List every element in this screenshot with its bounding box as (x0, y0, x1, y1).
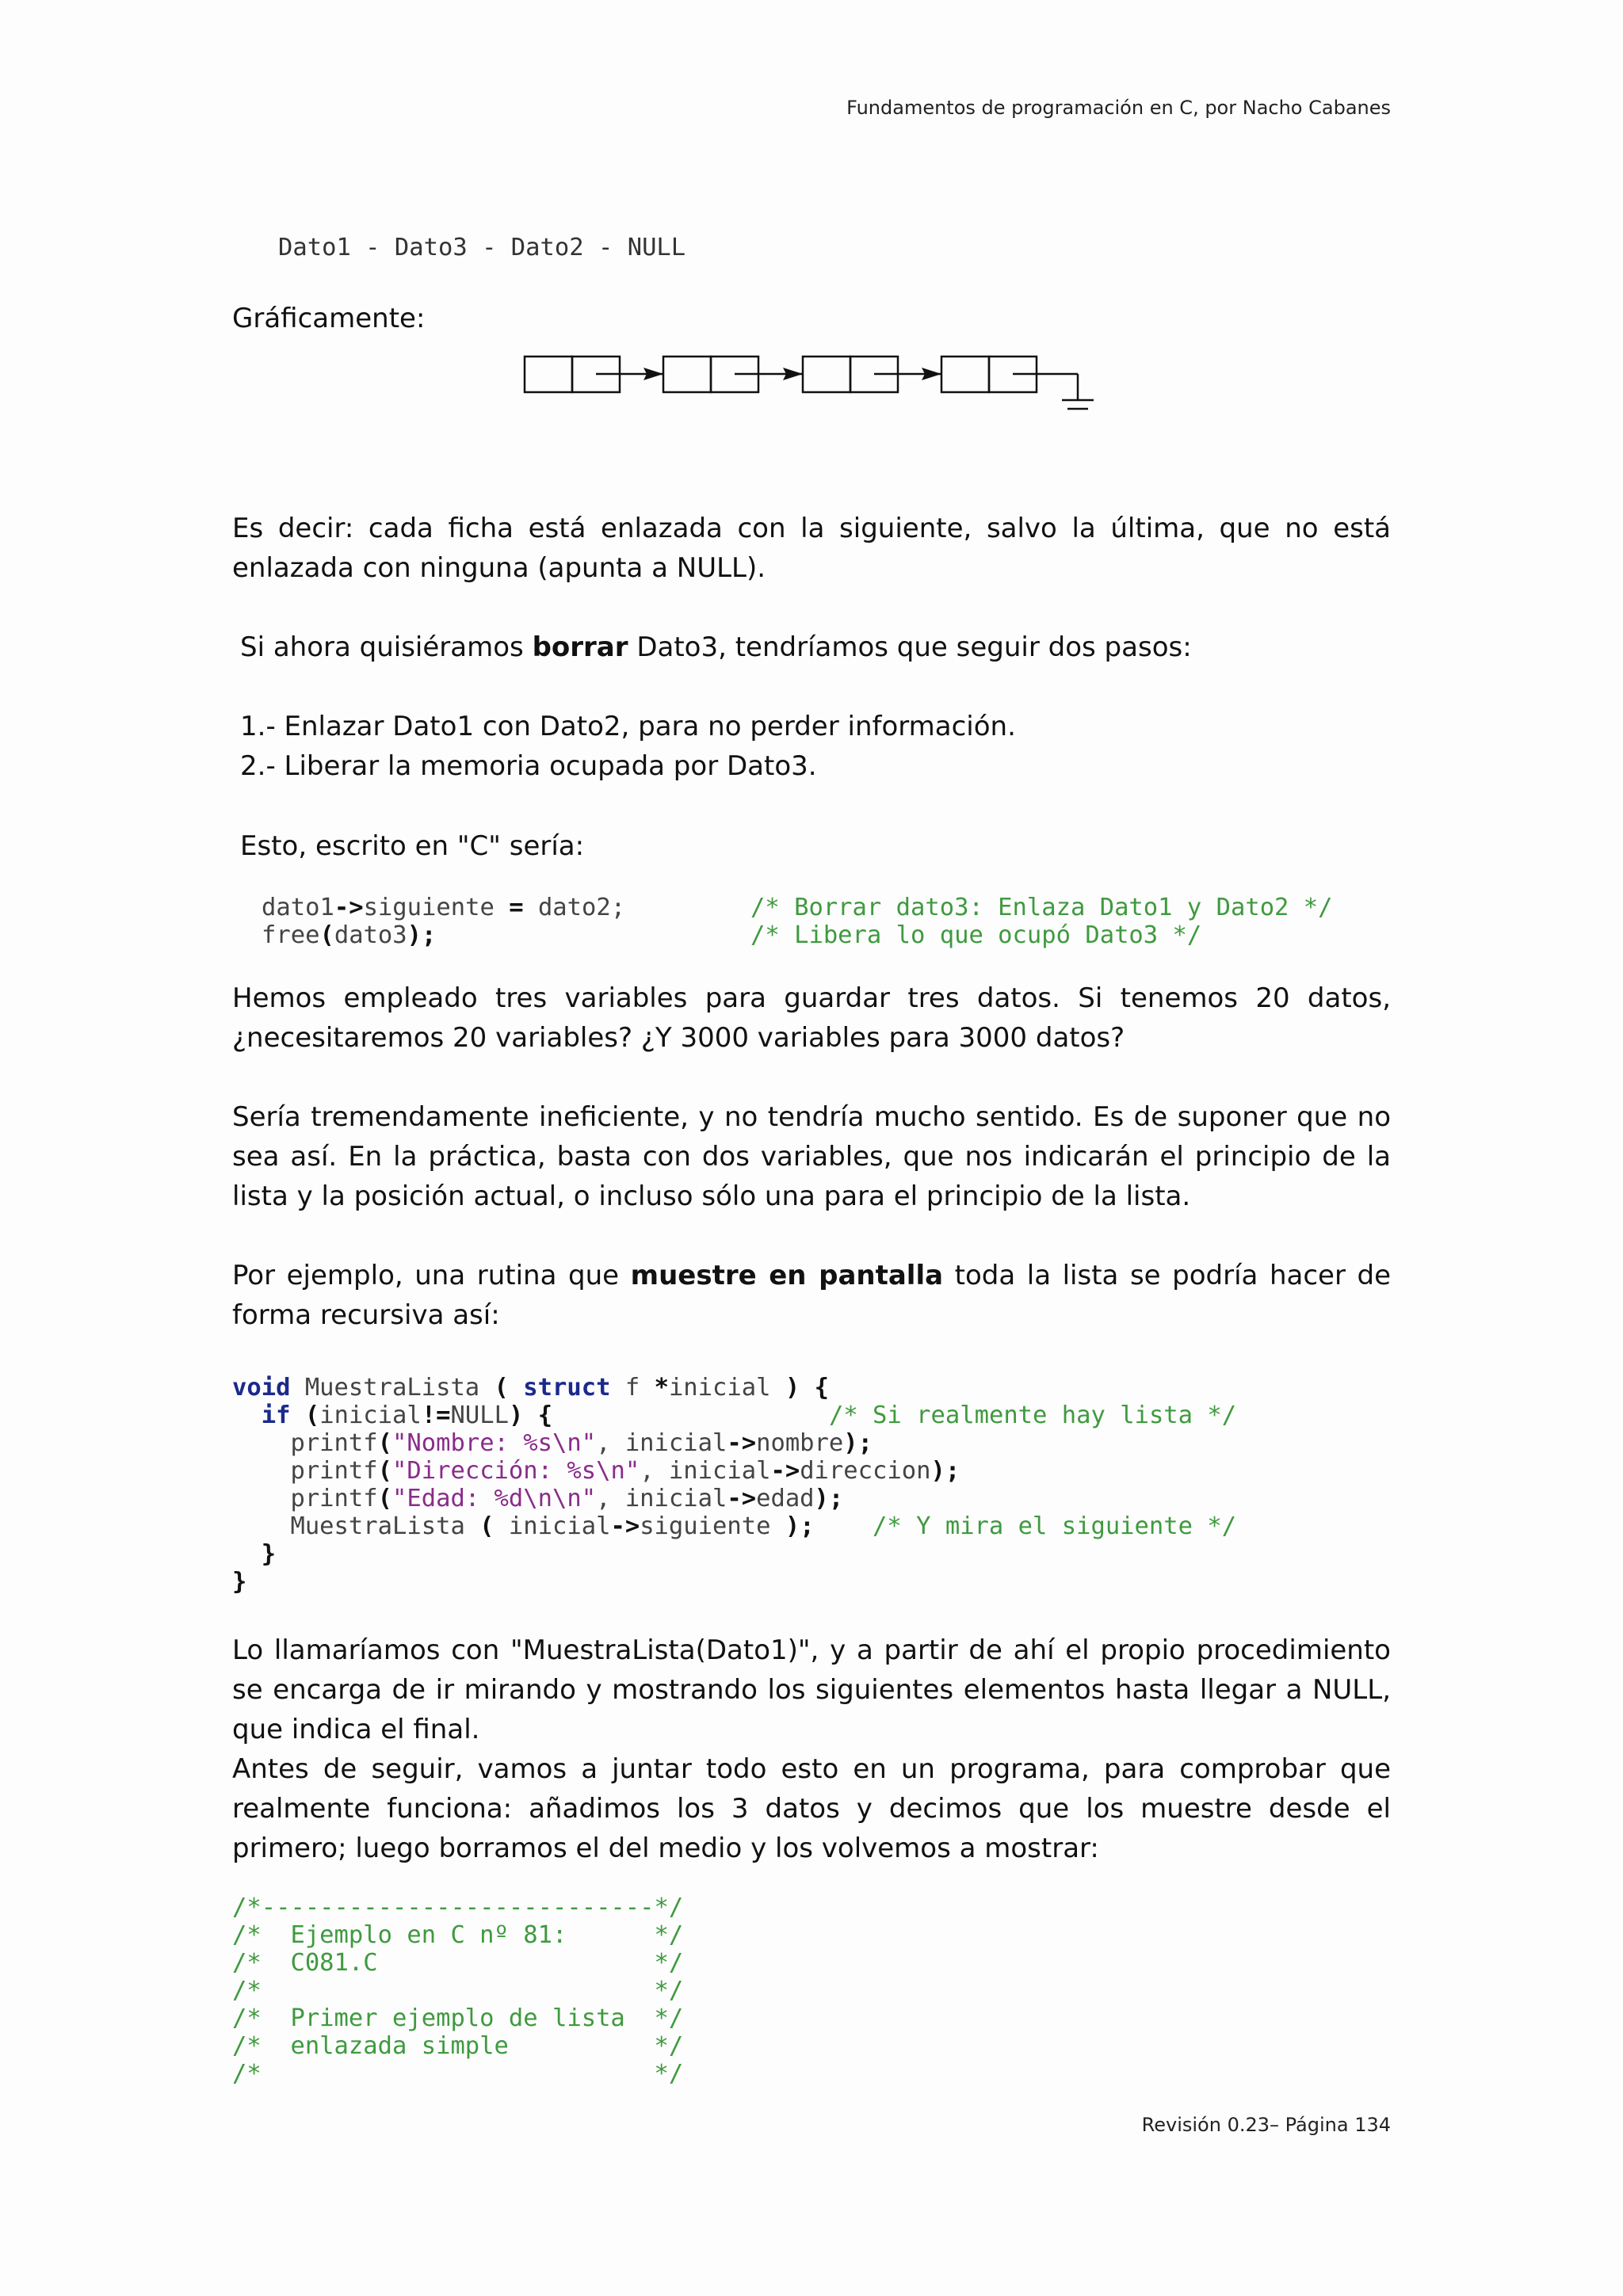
page-footer: Revisión 0.23– Página 134 (1141, 2114, 1391, 2136)
code-block-1-comments: /* Borrar dato3: Enlaza Dato1 y Dato2 */ /* Libera lo que ocupó Dato3 */ (750, 894, 1333, 949)
paragraph-6: Por ejemplo, una rutina que muestre en pantalla toda la lista se podría hacer de forma recursiva así: (232, 1260, 1391, 1331)
graficamente-label: Gráficamente: (232, 303, 426, 334)
code-line: /* */ (232, 1977, 684, 2004)
code-line: /* Primer ejemplo de lista */ (232, 2004, 684, 2032)
code-block-1: dato1->siguiente = dato2; free(dato3); (262, 894, 626, 949)
paragraph-3: Esto, escrito en "C" sería: (240, 830, 585, 862)
code-block-3 (232, 1894, 683, 2088)
code-line: /* */ (232, 2060, 684, 2088)
list-node-4 (941, 357, 989, 392)
step-2: 2.- Liberar la memoria ocupada por Dato3. (240, 750, 817, 782)
step-1: 1.- Enlazar Dato1 con Dato2, para no perder información. (240, 711, 1016, 742)
linked-list-diagram (515, 349, 1109, 428)
code-line: /* C081.C */ (232, 1949, 684, 1977)
list-node-3 (803, 357, 850, 392)
code-line: /* Ejemplo en C nº 81: */ (232, 1921, 684, 1949)
code-block-2: void MuestraLista ( struct f *inicial ) { if (inicial!=NULL) { /* Si realmente hay lista */ printf("Nombre: %s\n", inicial->nombre); printf("Dirección: %s\n", inicial->direccion); printf("Edad: %d\n\n", inicial->edad); MuestraLista ( inicial->siguiente ); /* Y mira el siguiente */ } } (232, 1374, 1237, 1596)
code-line: /*---------------------------*/ (232, 1894, 684, 1921)
code-line: /* enlazada simple */ (232, 2032, 684, 2060)
list-node-1 (525, 357, 572, 392)
list-order-code: Dato1 - Dato3 - Dato2 - NULL (278, 234, 686, 261)
paragraph-8: Antes de seguir, vamos a juntar todo esto en un programa, para comprobar que realmente funciona: añadimos los 3 datos y decimos que los muestre desde el primero; luego borramos el del medio y los volvemos a mostrar: (232, 1753, 1391, 1864)
paragraph-7: Lo llamaríamos con "MuestraLista(Dato1)", y a partir de ahí el propio procedimiento se encarga de ir mirando y mostrando los siguientes elementos hasta llegar a NULL, que indica el final. (232, 1634, 1391, 1745)
paragraph-2: Si ahora quisiéramos borrar Dato3, tendríamos que seguir dos pasos: (240, 631, 1192, 663)
page-header: Fundamentos de programación en C, por Nacho Cabanes (846, 97, 1391, 119)
paragraph-1: Es decir: cada ficha está enlazada con la siguiente, salvo la última, que no está enlazada con ninguna (apunta a NULL). (232, 513, 1391, 584)
list-node-2 (663, 357, 711, 392)
paragraph-5: Sería tremendamente ineficiente, y no tendría mucho sentido. Es de suponer que no sea así. En la práctica, basta con dos variables, que nos indicarán el principio de la lista y la posición actual, o incluso sólo una para el principio de la lista. (232, 1101, 1391, 1212)
paragraph-4: Hemos empleado tres variables para guardar tres datos. Si tenemos 20 datos, ¿necesitaremos 20 variables? ¿Y 3000 variables para 3000 datos? (232, 982, 1391, 1054)
